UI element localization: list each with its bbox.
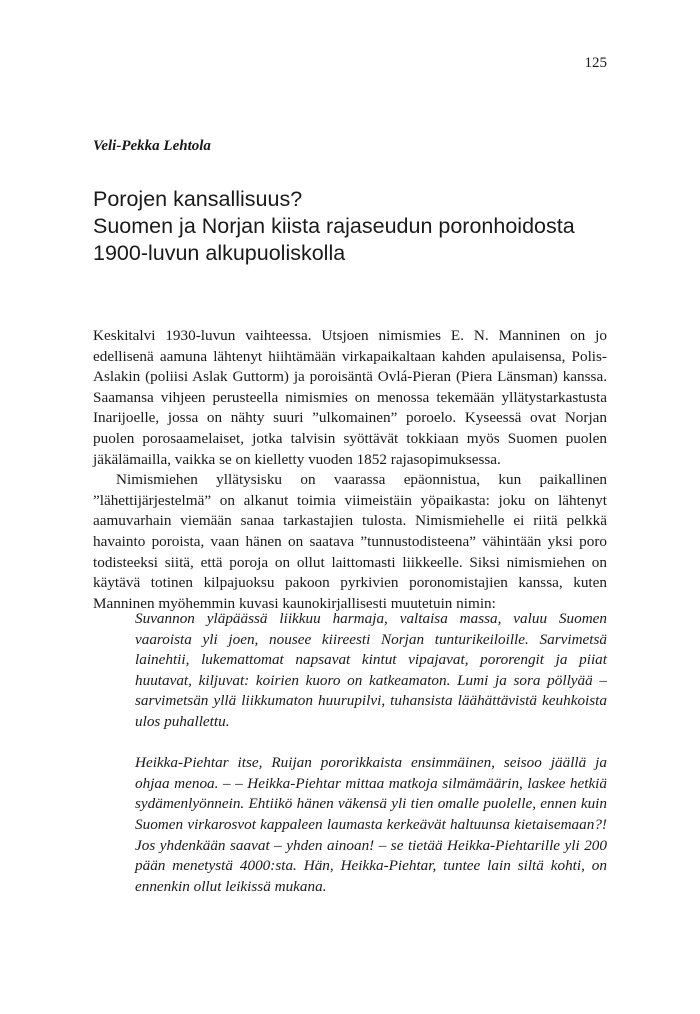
title-line: 1900-luvun alkupuoliskolla: [93, 241, 346, 265]
body-paragraph: Keskitalvi 1930-luvun vaihteessa. Utsjoen nimismies E. N. Manninen on jo edellisenä aamuna lähtenyt hiihtämään virkapaikaltaan kahden apulaisensa, Polis-Aslakin (poliisi Aslak Guttorm) ja poroisäntä Ovlá-Pieran (Piera Länsman) kanssa. Saamansa vihjeen perusteella nimismies on menossa tekemään yllätystarkastusta Inarijoelle, jossa on nähty suuri ”ulkomainen” poroelo. Kyseessä ovat Norjan puolen porosaamelaiset, jotka talvisin syöttävät tokkiaan myös Suomen puolen jäkälämailla, vaikka se on kielletty vuoden 1852 rajasopimuksessa.: [93, 327, 607, 468]
block-quote: [135, 609, 607, 918]
quote-paragraph: Suvannon yläpäässä liikkuu harmaja, valtaisa massa, valuu Suomen vaaroista yli joen, nousee kiireesti Norjan tunturikeiloille. Sarvimetsä lainehtii, lukemattomat napsavat kintut vipajavat, pororengit ja piiat huutavat, kiljuvat: koirien kuoro on katkeamaton. Lumi ja sora pöllyää – sarvimetsän yllä liikkumaton huurupilvi, tuhansista läähättävistä keuhkoista ulos puhallettu.: [135, 610, 607, 730]
article-title: [93, 186, 613, 267]
page-number: 125: [584, 55, 607, 71]
quote-paragraph: Heikka-Piehtar itse, Ruijan pororikkaista ensimmäinen, seisoo jäällä ja ohjaa menoa. – – Heikka-Piehtar mittaa matkoja silmämäärin, laskee hetkiä sydämenlyönnein. Ehtiikö hänen väkensä yli tien omalle puolelle, ennen kuin Suomen virkarosvot kappaleen laumasta kerkeävät haltuunsa kietaisemaan?! Jos yhdenkään saavat – yhden ainoan! – se tietää Heikka-Piehtarille yli 200 pään menetystä 4000:sta. Hän, Heikka-Piehtar, tuntee lain siltä kohti, on ennenkin ollut leikissä mukana.: [135, 754, 607, 895]
title-line: Suomen ja Norjan kiista rajaseudun poronhoidosta: [93, 214, 575, 238]
title-line: Porojen kansallisuus?: [93, 187, 303, 211]
article-body: [93, 326, 607, 614]
author-name: Veli-Pekka Lehtola: [93, 138, 211, 154]
body-paragraph: Nimismiehen yllätysisku on vaarassa epäonnistua, kun paikallinen ”lähettijärjestelmä” on alkanut toimia viimeistäin yöpaikasta: joku on lähtenyt aamuvarhain viemään sanaa tarkastajien tulosta. Nimismiehelle ei riitä pelkkä havainto poroista, vaan hänen on saatava ”tunnustodisteena” vähintään yksi poro todisteeksi siitä, että poroja on ollut laittomasti liikkeelle. Siksi nimismiehen on käytävä totinen kilpajuoksu pakoon pyrkivien poronomistajien kanssa, kuten Manninen myöhemmin kuvasi kaunokirjallisesti muutetuin nimin:: [93, 471, 607, 612]
